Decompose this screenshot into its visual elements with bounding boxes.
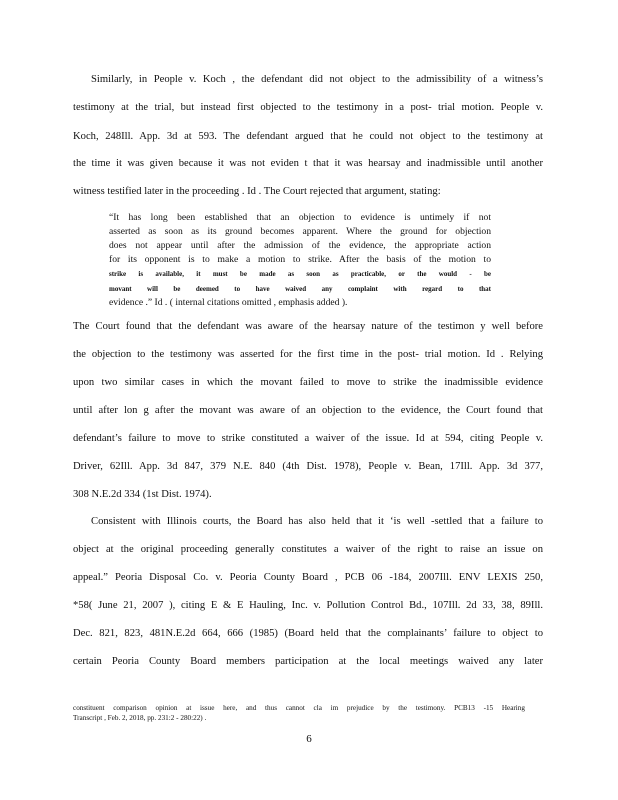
- paragraph-line: Consistent with Illinois courts, the Board has also held that it ‘is well -settled that a failure to: [91, 516, 543, 527]
- paragraph-line: until after lon g after the movant was aware of an objection to the evidence, the Court found that: [73, 405, 543, 416]
- paragraph-line: certain Peoria County Board members participation at the local meetings waived any later: [73, 656, 543, 667]
- paragraph-line: testimony at the trial, but instead first objected to the testimony in a post- trial motion. People v.: [73, 102, 543, 113]
- footnote-line: Transcript , Feb. 2, 2018, pp. 231:2 - 280:22) .: [73, 714, 207, 722]
- paragraph-line: 308 N.E.2d 334 (1st Dist. 1974).: [73, 489, 212, 500]
- paragraph-line: appeal.” Peoria Disposal Co. v. Peoria County Board , PCB 06 -184, 2007Ill. ENV LEXIS 250,: [73, 572, 543, 583]
- paragraph-line: upon two similar cases in which the movant failed to move to strike the inadmissible evidence: [73, 377, 543, 388]
- block-quote-line: for its opponent is to make a motion to strike. After the basis of the motion to: [109, 254, 491, 265]
- paragraph-line: witness testified later in the proceeding . Id . The Court rejected that argument, stating:: [73, 186, 441, 197]
- paragraph-line: object at the original proceeding generally constitutes a waiver of the right to raise an issue on: [73, 544, 543, 555]
- block-quote-line: asserted as soon as its ground becomes apparent. Where the ground for objection: [109, 226, 491, 237]
- block-quote-line: movant will be deemed to have waived any complaint with regard to that: [109, 285, 491, 293]
- footnote-line: constituent comparison opinion at issue here, and thus cannot cla im prejudice by the testimony. PCB13 -15 Hearing: [73, 704, 525, 712]
- paragraph-line: The Court found that the defendant was aware of the hearsay nature of the testimon y well before: [73, 321, 543, 332]
- paragraph-line: the objection to the testimony was asserted for the first time in the post- trial motion. Id . Relying: [73, 349, 543, 360]
- paragraph-line: Koch, 248Ill. App. 3d at 593. The defendant argued that he could not object to the testimony at: [73, 131, 543, 142]
- page-number: 6: [306, 733, 312, 745]
- paragraph-line: *58( June 21, 2007 ), citing E & E Hauling, Inc. v. Pollution Control Bd., 107Ill. 2d 33, 38, 89Ill.: [73, 600, 543, 611]
- block-quote-line: does not appear until after the admission of the evidence, the appropriate action: [109, 240, 491, 251]
- block-quote-line: evidence .” Id . ( internal citations omitted , emphasis added ).: [109, 297, 348, 308]
- paragraph-line: defendant’s failure to move to strike constituted a waiver of the issue. Id at 594, citing People v.: [73, 433, 543, 444]
- block-quote-line: strike is available, it must be made as soon as practicable, or the would - be: [109, 270, 491, 278]
- paragraph-line: the time it was given because it was not eviden t that it was hearsay and inadmissible until another: [73, 158, 543, 169]
- paragraph-line: Dec. 821, 823, 481N.E.2d 664, 666 (1985) (Board held that the complainants’ failure to object to: [73, 628, 543, 639]
- block-quote-line: “It has long been established that an objection to evidence is untimely if not: [109, 212, 491, 223]
- paragraph-line: Driver, 62Ill. App. 3d 847, 379 N.E. 840 (4th Dist. 1978), People v. Bean, 17Ill. App. 3d 377,: [73, 461, 543, 472]
- paragraph-line: Similarly, in People v. Koch , the defendant did not object to the admissibility of a witness’s: [91, 74, 543, 85]
